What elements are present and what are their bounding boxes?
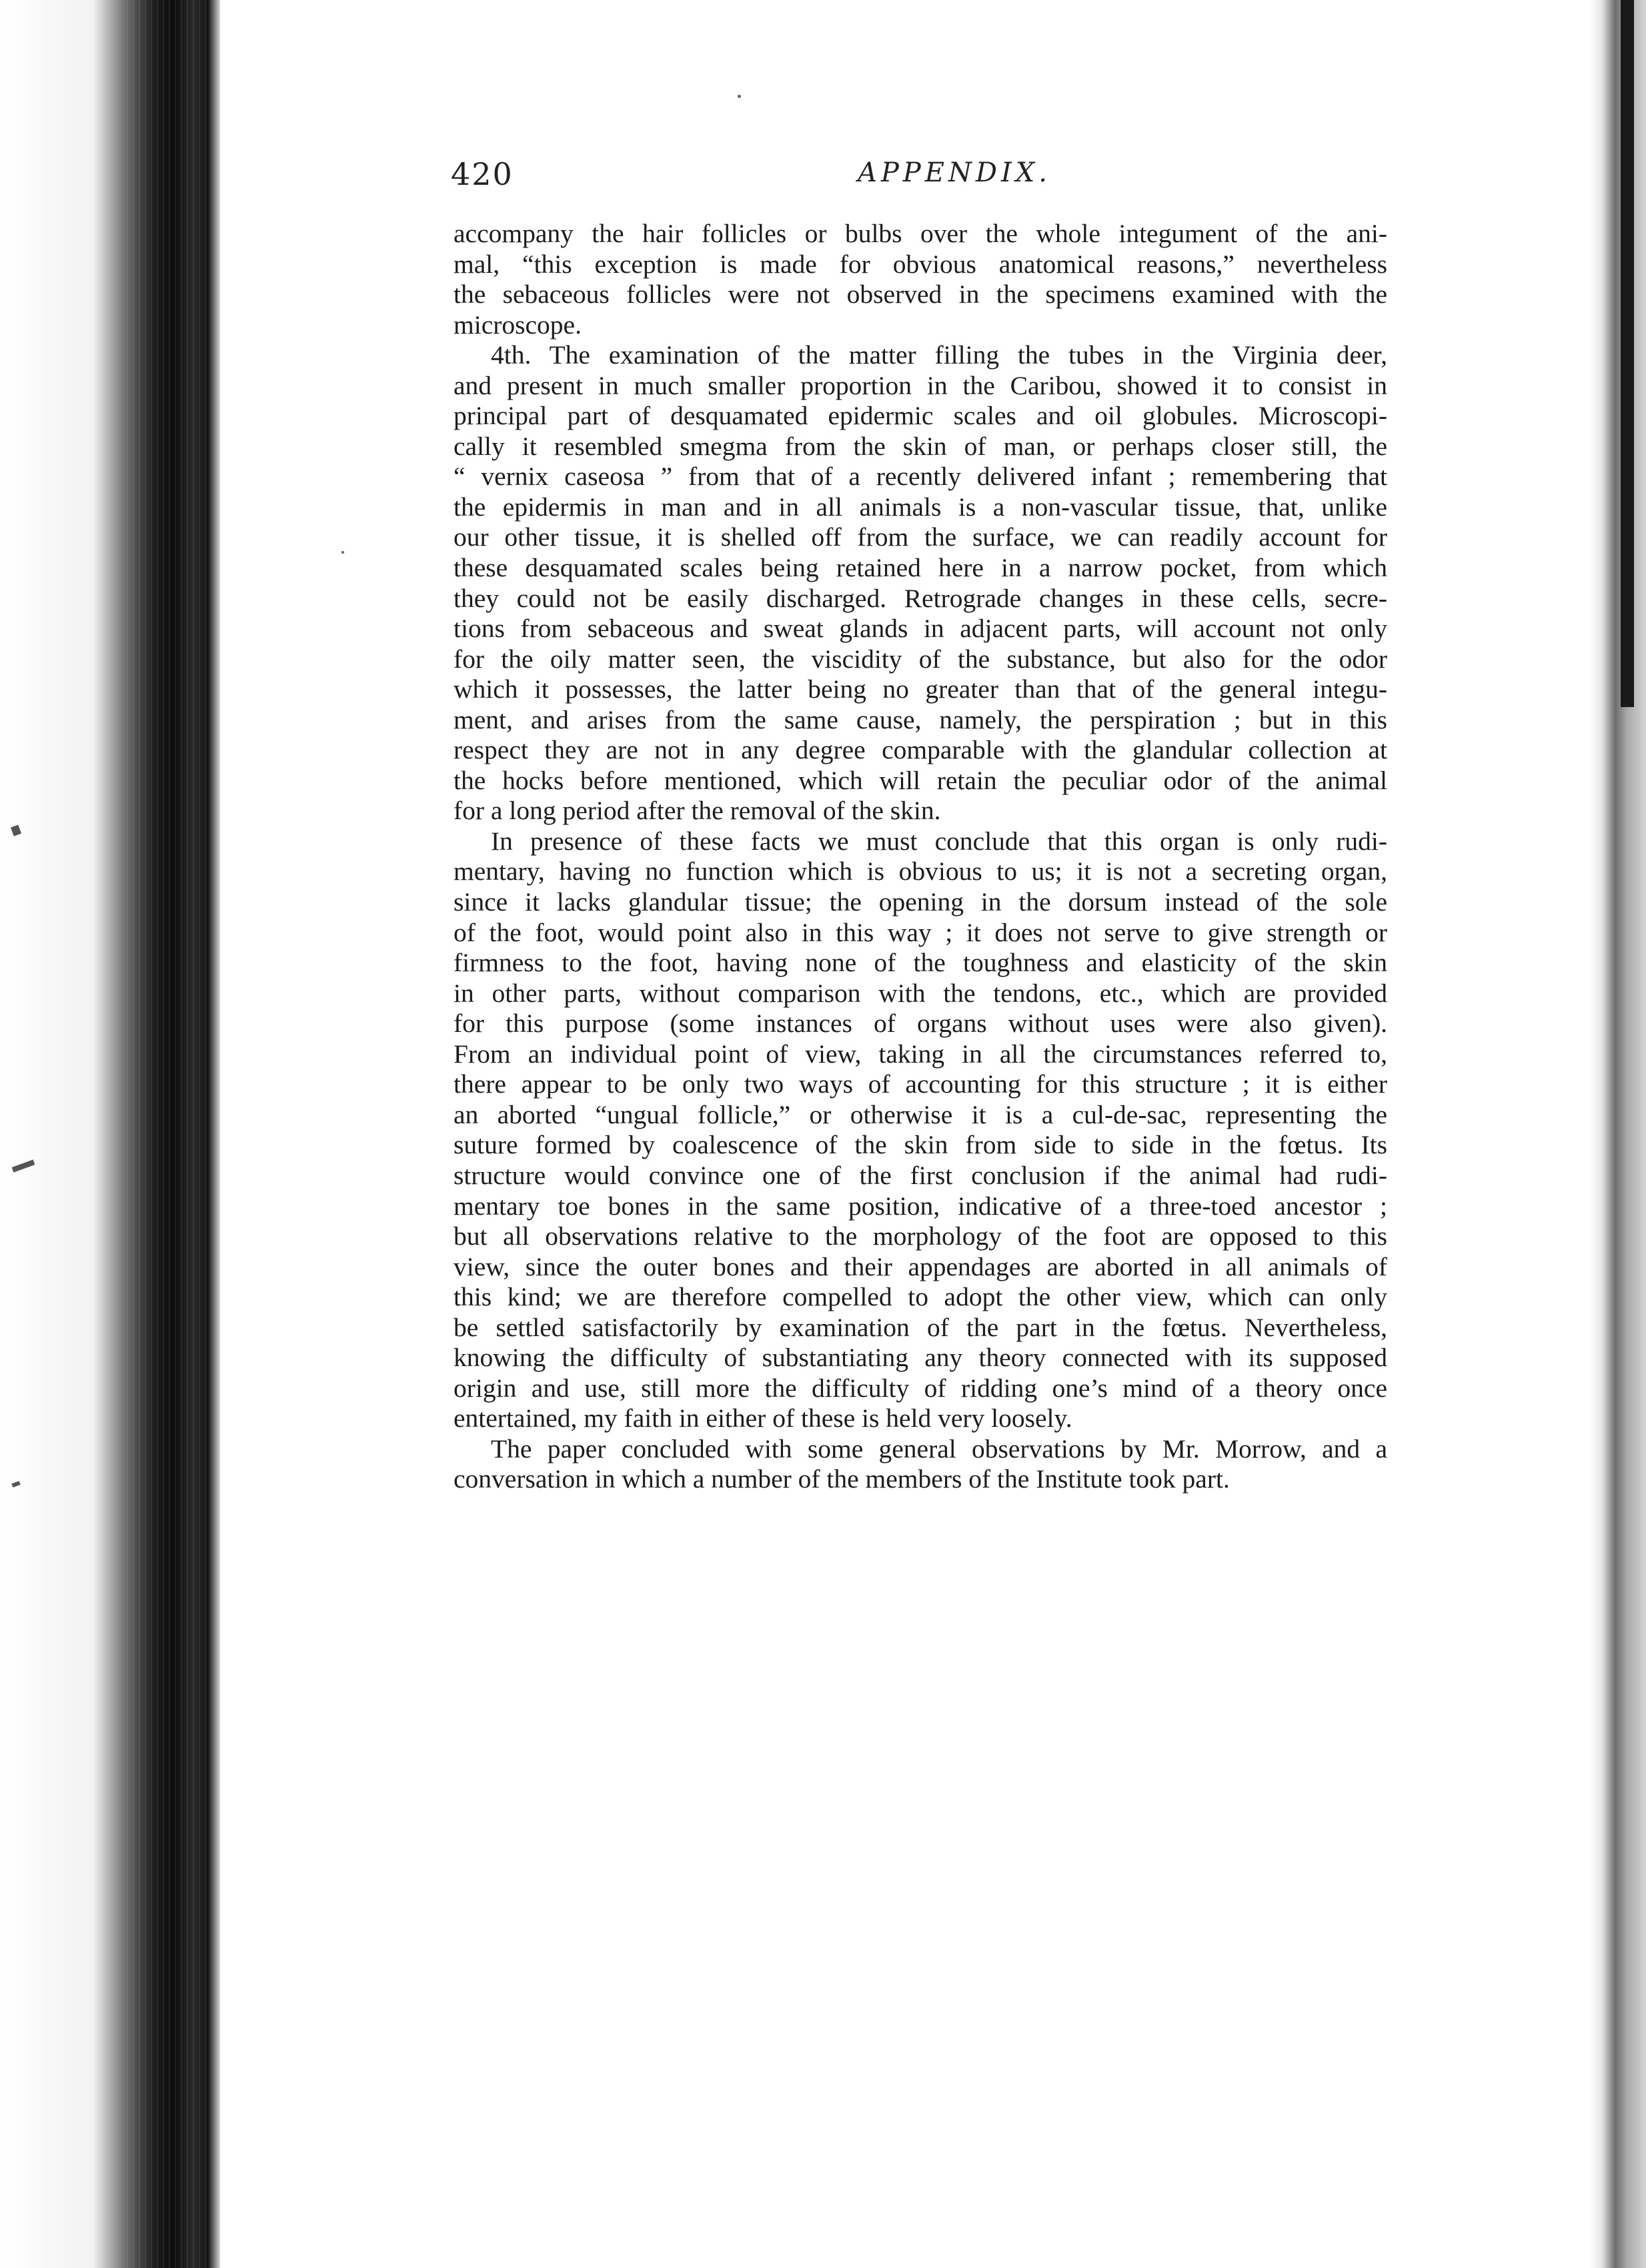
text-line: they could not be easily discharged. Retrograde changes in these cells, secre- [454,583,1387,613]
text-line: there appear to be only two ways of accounting for this structure ; it is either [454,1069,1387,1099]
text-line: in other parts, without comparison with the tendons, etc., which are provided [454,978,1387,1008]
text-line: principal part of desquamated epidermic scales and oil globules. Microscopi- [454,401,1387,431]
text-line: mentary, having no function which is obvious to us; it is not a secreting organ, [454,857,1387,887]
text-line: mal, “this exception is made for obvious anatomical reasons,” nevertheless [454,249,1387,279]
ink-speck [341,551,344,554]
text-line: origin and use, still more the difficulty of ridding one’s mind of a theory once [454,1373,1387,1403]
text-line: an aborted “ungual follicle,” or otherwise it is a cul-de-sac, representing the [454,1099,1387,1129]
text-line: cally it resembled smegma from the skin of man, or perhaps closer still, the [454,431,1387,461]
text-line: of the foot, would point also in this way ; it does not serve to give strength or [454,917,1387,947]
text-line: our other tissue, it is shelled off from the surface, we can readily account for [454,522,1387,552]
text-line: entertained, my faith in either of these is held very loosely. [454,1403,1072,1434]
text-line: but all observations relative to the morphology of the foot are opposed to this [454,1221,1387,1251]
text-line: the hocks before mentioned, which will retain the peculiar odor of the animal [454,765,1387,795]
text-line: ment, and arises from the same cause, namely, the perspiration ; but in this [454,704,1387,734]
text-line: In presence of these facts we must conclude that this organ is only rudi- [491,826,1387,856]
ink-speck [738,95,741,98]
text-line: conversation in which a number of the members of the Institute took part. [454,1464,1230,1494]
text-line: structure would convince one of the first conclusion if the animal had rudi- [454,1160,1387,1190]
text-line: firmness to the foot, having none of the toughness and elasticity of the skin [454,948,1387,978]
page-header [451,156,1371,203]
text-line: view, since the outer bones and their appendages are aborted in all animals of [454,1251,1387,1281]
text-line: 4th. The examination of the matter filling the tubes in the Virginia deer, [491,340,1387,370]
text-line: since it lacks glandular tissue; the opening in the dorsum instead of the sole [454,887,1387,917]
text-line: which it possesses, the latter being no greater than that of the general integu- [454,674,1387,704]
text-line: these desquamated scales being retained here in a narrow pocket, from which [454,553,1387,583]
text-line: and present in much smaller proportion in the Caribou, showed it to consist in [454,370,1387,400]
text-line: for this purpose (some instances of organs without uses were also given). [454,1009,1387,1039]
text-line: tions from sebaceous and sweat glands in adjacent parts, will account not only [454,614,1387,644]
text-line: the sebaceous follicles were not observed in the specimens examined with the [454,279,1387,310]
body-text [454,219,1387,1495]
text-line: From an individual point of view, taking in all the circumstances referred to, [454,1039,1387,1069]
spine-texture [127,0,207,2268]
text-line: for the oily matter seen, the viscidity of the substance, but also for the odor [454,644,1387,674]
text-line: The paper concluded with some general observations by Mr. Morrow, and a [491,1434,1387,1464]
text-line: suture formed by coalescence of the skin from side to side in the fœtus. Its [454,1130,1387,1160]
text-line: for a long period after the removal of the skin. [454,796,941,826]
text-line: mentary toe bones in the same position, indicative of a three-toed ancestor ; [454,1191,1387,1221]
text-line: accompany the hair follicles or bulbs over the whole integument of the ani- [454,219,1387,248]
text-line: microscope. [454,310,582,340]
text-line: “ vernix caseosa ” from that of a recently delivered infant ; remembering that [454,462,1387,492]
text-line: be settled satisfactorily by examination of the part in the fœtus. Nevertheless, [454,1312,1387,1342]
text-line: this kind; we are therefore compelled to adopt the other view, which can only [454,1282,1387,1312]
running-head: APPENDIX. [858,157,1051,188]
page-right-edge [1590,0,1646,2268]
page-number: 420 [451,156,514,192]
text-line: knowing the difficulty of substantiating any theory connected with its supposed [454,1343,1387,1373]
text-line: respect they are not in any degree comparable with the glandular collection at [454,735,1387,765]
text-line: the epidermis in man and in all animals is a non-vascular tissue, that, unlike [454,492,1387,522]
page-right-edge-shadow [1621,0,1634,707]
